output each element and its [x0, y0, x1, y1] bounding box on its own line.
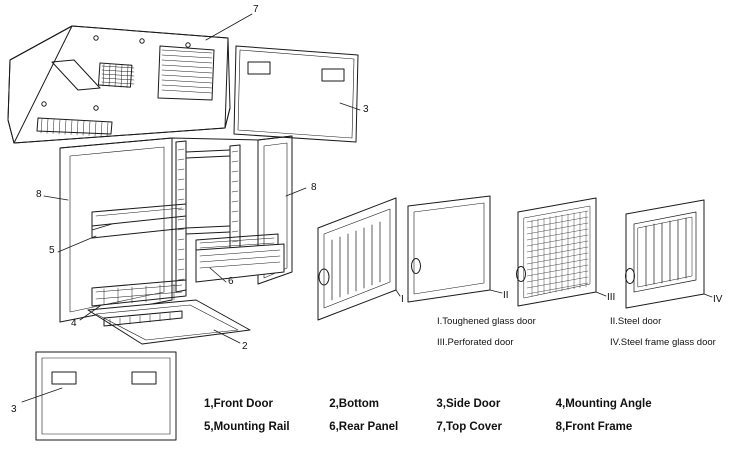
door-legend-marker-1: I	[437, 316, 440, 327]
callout-8-left: 8	[36, 189, 42, 200]
parts-key-item-5: 5,Mounting Rail	[204, 421, 290, 433]
callout-4: 4	[71, 318, 77, 329]
door-legend-item-1	[437, 315, 536, 329]
door-perforated	[517, 198, 607, 306]
callout-8-right: 8	[311, 182, 317, 193]
parts-key-row-1	[204, 398, 652, 410]
part-side-door-upper	[234, 46, 360, 142]
callout-door-II: II	[503, 290, 509, 301]
parts-key-item-1: 1,Front Door	[204, 398, 273, 410]
door-steel-frame-glass	[626, 200, 713, 308]
door-legend-label-4: .Steel frame glass door	[618, 337, 716, 348]
parts-key-item-2: 2,Bottom	[329, 398, 380, 410]
parts-key-item-6: 6,Rear Panel	[329, 421, 399, 433]
door-toughened-glass	[318, 198, 400, 320]
callout-3-lower: 3	[11, 404, 17, 415]
door-legend-item-3	[437, 336, 514, 350]
door-legend-item-4	[610, 336, 716, 350]
door-legend-marker-4: IV	[610, 337, 619, 348]
parts-key-item-4: 4,Mounting Angle	[555, 398, 652, 410]
callout-7: 7	[253, 4, 259, 15]
part-cabinet-frame	[44, 136, 306, 344]
door-steel	[408, 196, 502, 302]
parts-key-row-2	[204, 421, 632, 433]
door-legend-label-2: .Steel door	[615, 316, 662, 327]
parts-key-item-8: 8,Front Frame	[555, 421, 633, 433]
door-legend-label-3: .Perforated door	[444, 337, 514, 348]
door-legend-marker-3: III	[437, 337, 445, 348]
callout-6: 6	[228, 276, 234, 287]
door-legend-marker-2: II	[610, 316, 616, 327]
callout-door-IV: IV	[713, 294, 723, 305]
callout-2: 2	[242, 341, 248, 352]
door-legend-label-1: .Toughened glass door	[439, 316, 536, 327]
door-legend-item-2	[610, 315, 661, 329]
part-top-cover	[8, 14, 252, 143]
parts-key-item-7: 7,Top Cover	[436, 421, 503, 433]
parts-key-item-3: 3,Side Door	[436, 398, 501, 410]
callout-door-I: I	[401, 294, 404, 305]
callout-5: 5	[49, 245, 55, 256]
part-side-door-lower	[22, 352, 176, 440]
callout-3-upper: 3	[363, 104, 369, 115]
callout-door-III: III	[607, 292, 616, 303]
